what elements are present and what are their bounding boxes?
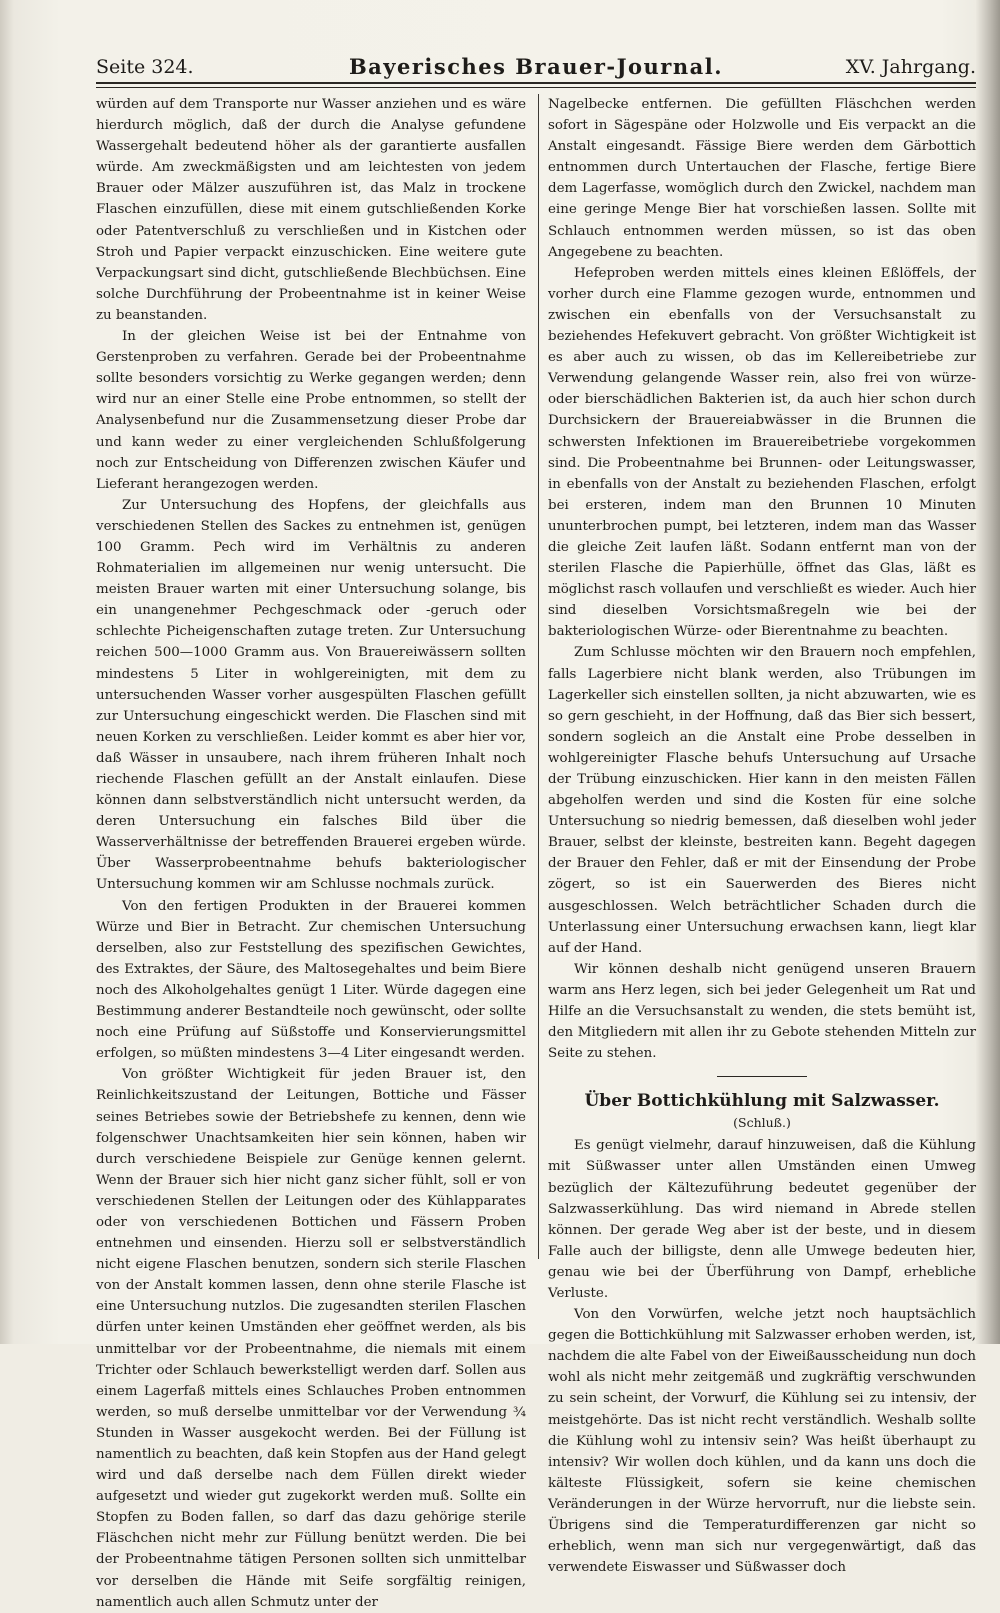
article-subtitle: (Schluß.) — [733, 1115, 791, 1131]
paragraph: Wir können deshalb nicht genügend unseren Brauern warm ans Herz legen, sich bei jeder Gelegenheit um Rat und Hilfe an die Versuchsanstalt zu wenden, die stets bemüht ist, den Mitgliedern mit allen ihr zu Gebote stehenden Mitteln zur Seite zu stehen. — [548, 961, 976, 1062]
paragraph: Es genügt vielmehr, darauf hinzuweisen, daß die Kühlung mit Süßwasser unter allen Umständen einen Umweg bezüglich der Kältezuführung bedeutet gegenüber der Salzwasserkühlung. Das wird niemand in Abrede stellen können. Der gerade Weg aber ist der beste, und in diesem Falle auch der billigste, denn alle Umwege bedeuten hier, genau wie bei der Überführung von Dampf, erhebliche Verluste. — [548, 1138, 976, 1301]
volume-label: XV. Jahrgang. — [845, 56, 976, 78]
paragraph: Hefeproben werden mittels eines kleinen Eßlöffels, der vorher durch eine Flamme gezogen wurde, entnommen und zwischen ein ebenfalls von der Versuchsanstalt zu beziehendes Hefekuvert gebracht. Von größter Wichtigkeit ist es aber auch zu wissen, ob das im Kellereibetriebe zur Verwendung gelangende Wasser rein, also frei von würze- oder bierschädlichen Bakterien ist, da auch hier schon durch Durchsickern der Brauereiabwässer in die Brunnen die schwersten Infektionen im Brauereibetriebe vorgekommen sind. Die Probeentnahme bei Brunnen- oder Leitungswasser, in ebenfalls von der Anstalt zu beziehenden Flaschen, erfolgt bei ersteren, indem man den Brunnen 10 Minuten ununterbrochen pumpt, bei letzteren, indem man das Wasser die gleiche Zeit laufen läßt. Sodann entfernt man von der sterilen Flasche die Papierhülle, öffnet das Glas, läßt es möglichst rasch vollaufen und verschließt es wieder. Auch hier sind dieselben Vorsichtsmaßregeln wie bei der bakteriologischen Würze- oder Bierentnahme zu beachten. — [548, 265, 976, 640]
page-number: Seite 324. — [96, 56, 194, 78]
header-rule-thin — [96, 87, 976, 88]
right-column — [548, 94, 976, 1578]
column-divider — [538, 94, 539, 1259]
paragraph: In der gleichen Weise ist bei der Entnahme von Gerstenproben zu verfahren. Gerade bei der Probeentnahme sollte besonders vorsichtig zu Werke gegangen werden; denn wird nur an einer Stelle eine Probe entnommen, so stellt der Analysenbefund nur die Zusammensetzung dieser Probe dar und kann weder zu einer vergleichenden Schlußfolgerung noch zur Entscheidung von Differenzen zwischen Käufer und Lieferant herangezogen werden. — [96, 329, 526, 492]
paragraph: Von größter Wichtigkeit für jeden Brauer ist, den Reinlichkeitszustand der Leitungen, Bottiche und Fässer seines Betriebes sowie der Betriebshefe zu kennen, denn wie folgenschwer Unachtsamkeiten hier sein können, haben wir durch verschiedene Beispiele zur Genüge kennen gelernt. Wenn der Brauer sich hier nicht ganz sicher fühlt, soll er von verschiedenen Stellen der Leitungen oder des Kühlapparates oder von verschiedenen Bottichen und Fässern Proben entnehmen und einsenden. Hierzu soll er selbstverständlich nicht eigene Flaschen benutzen, sondern sich sterile Flaschen von der Anstalt kommen lassen, denn ohne sterile Flasche ist eine Untersuchung nutzlos. Die zugesandten sterilen Flaschen dürfen unter keinen Umständen eher geöffnet werden, als bis unmittelbar vor der Probeentnahme, die niemals mit einem Trichter oder Schlauch bewerkstelligt werden darf. Sollen aus einem Lagerfaß mittels eines Schlauches Proben entnommen werden, so muß derselbe unmittelbar vor der Verwendung ¾ Stunden in Wasser ausgekocht werden. Bei der Füllung ist namentlich zu beachten, daß kein Stopfen aus der Hand gelegt wird und daß derselbe nach dem Füllen direkt wieder aufgesetzt und wieder gut zugekorkt werden muß. Sollte ein Stopfen zu Boden fallen, so darf das dazu gehörige sterile Fläschchen nicht mehr zur Füllung benützt werden. Die bei der Probeentnahme tätigen Personen sollten sich unmittelbar vor derselben die Hände mit Seife sorgfältig reinigen, namentlich auch allen Schmutz unter der — [96, 1067, 526, 1610]
running-header — [96, 52, 976, 82]
article-separator — [717, 1076, 807, 1077]
page-binding-shadow — [0, 0, 14, 1344]
article-title: Über Bottichkühlung mit Salzwasser. — [584, 1091, 940, 1112]
left-column — [96, 94, 526, 1613]
paragraph: Nagelbecke entfernen. Die gefüllten Fläschchen werden sofort in Sägespäne oder Holzwolle und Eis verpackt an die Anstalt eingesandt. Fässige Biere werden dem Gärbottich entnommen durch Untertauchen der Flasche, fertige Biere dem Lagerfasse, womöglich durch den Zwickel, nachdem man eine geringe Menge Bier hat vorschießen lassen. Sollte mit Schlauch entnommen werden müssen, so ist das oben Angegebene zu beachten. — [548, 97, 976, 260]
paragraph: Von den Vorwürfen, welche jetzt noch hauptsächlich gegen die Bottichkühlung mit Salzwasser erhoben werden, ist, nachdem die alte Fabel von der Eiweißausscheidung nun doch wohl als nicht mehr zeitgemäß und zugkräftig verschwunden zu sein scheint, der Vorwurf, die Kühlung sei zu intensiv, der meistgehörte. Das ist nicht recht verständlich. Weshalb sollte die Kühlung wohl zu intensiv sein? Was heißt überhaupt zu intensiv? Wir wollen doch kühlen, und da kann uns doch die kälteste Flüssigkeit, sofern sie keine chemischen Veränderungen in der Würze hervorruft, nur die liebste sein. Übrigens sind die Temperaturdifferenzen gar nicht so erheblich, wenn man sich nur vergegenwärtigt, daß das verwendete Eiswasser und Süßwasser doch — [548, 1307, 976, 1576]
header-rule — [96, 82, 976, 84]
paragraph: Von den fertigen Produkten in der Brauerei kommen Würze und Bier in Betracht. Zur chemischen Untersuchung derselben, also zur Feststellung des spezifischen Gewichtes, des Extraktes, der Säure, des Maltosegehaltes und beim Biere noch des Alkoholgehaltes genügt 1 Liter. Würde dagegen eine Bestimmung anderer Bestandteile noch gewünscht, oder sollte noch eine Prüfung auf Süßstoffe und Konservierungsmittel erfolgen, so müßten mindestens 3—4 Liter eingesandt werden. — [96, 898, 526, 1062]
journal-title: Bayerisches Brauer-Journal. — [348, 54, 724, 79]
paragraph: Zum Schlusse möchten wir den Brauern noch empfehlen, falls Lagerbiere nicht blank werden, also Trübungen im Lagerkeller sich einstellen sollten, ja nicht abzuwarten, wie es so gern geschieht, in der Hoffnung, daß das Bier sich bessert, sondern sogleich an die Anstalt eine Probe desselben in wohlgereinigter Flasche behufs Untersuchung auf Ursache der Trübung einzuschicken. Hier kann in den meisten Fällen abgeholfen werden und sind die Kosten für eine solche Untersuchung so niedrig bemessen, daß dieselben wohl jeder Brauer, selbst der kleinste, bestreiten kann. Begeht dagegen der Brauer den Fehler, daß er mit der Einsendung der Probe zögert, so ist ein Sauerwerden des Bieres nicht ausgeschlossen. Welch beträchtlicher Schaden durch die Unterlassung einer Untersuchung erwachsen kann, liegt klar auf der Hand. — [548, 645, 976, 956]
paragraph: Zur Untersuchung des Hopfens, der gleichfalls aus verschiedenen Stellen des Sackes zu entnehmen ist, genügen 100 Gramm. Pech wird im Verhältnis zu anderen Rohmaterialien im allgemeinen nur wenig untersucht. Die meisten Brauer warten mit einer Untersuchung solange, bis ein unangenehmer Pechgeschmack oder -geruch oder schlechte Picheigenschaften zutage treten. Zur Untersuchung reichen 500—1000 Gramm aus. Von Brauereiwässern sollten mindestens 5 Liter in wohlgereinigten, mit dem zu untersuchenden Wasser vorher ausgespülten Flaschen gefüllt zur Untersuchung eingeschickt werden. Die Flaschen sind mit neuen Korken zu verschließen. Leider kommt es aber hier vor, daß Wässer in unsaubere, nach ihrem früheren Inhalt noch riechende Flaschen gefüllt an der Anstalt einlaufen. Diese können dann selbstverständlich nicht untersucht werden, da deren Untersuchung ein falsches Bild über die Wasserverhältnisse der betreffenden Brauerei ergeben würde. Über Wasserprobeentnahme behufs bakteriologischer Untersuchung kommen wir am Schlusse nochmals zurück. — [96, 497, 526, 893]
paragraph: würden auf dem Transporte nur Wasser anziehen und es wäre hierdurch möglich, daß der durch die Analyse gefundene Wassergehalt bedeutend höher als der garantierte ausfallen würde. Am zweckmäßigsten und am leichtesten von jedem Brauer oder Mälzer auszuführen ist, das Malz in trockene Flaschen einzufüllen, diese mit einem gutschließenden Korke oder Patentverschluß zu verschließen und in Kistchen oder Stroh und Papier verpackt einzuschicken. Eine weitere gute Verpackungsart sind dicht, gutschließende Blechbüchsen. Eine solche Durchführung der Probeentnahme ist in keiner Weise zu beanstanden. — [96, 97, 526, 323]
page-edge-shadow — [976, 0, 1000, 1344]
